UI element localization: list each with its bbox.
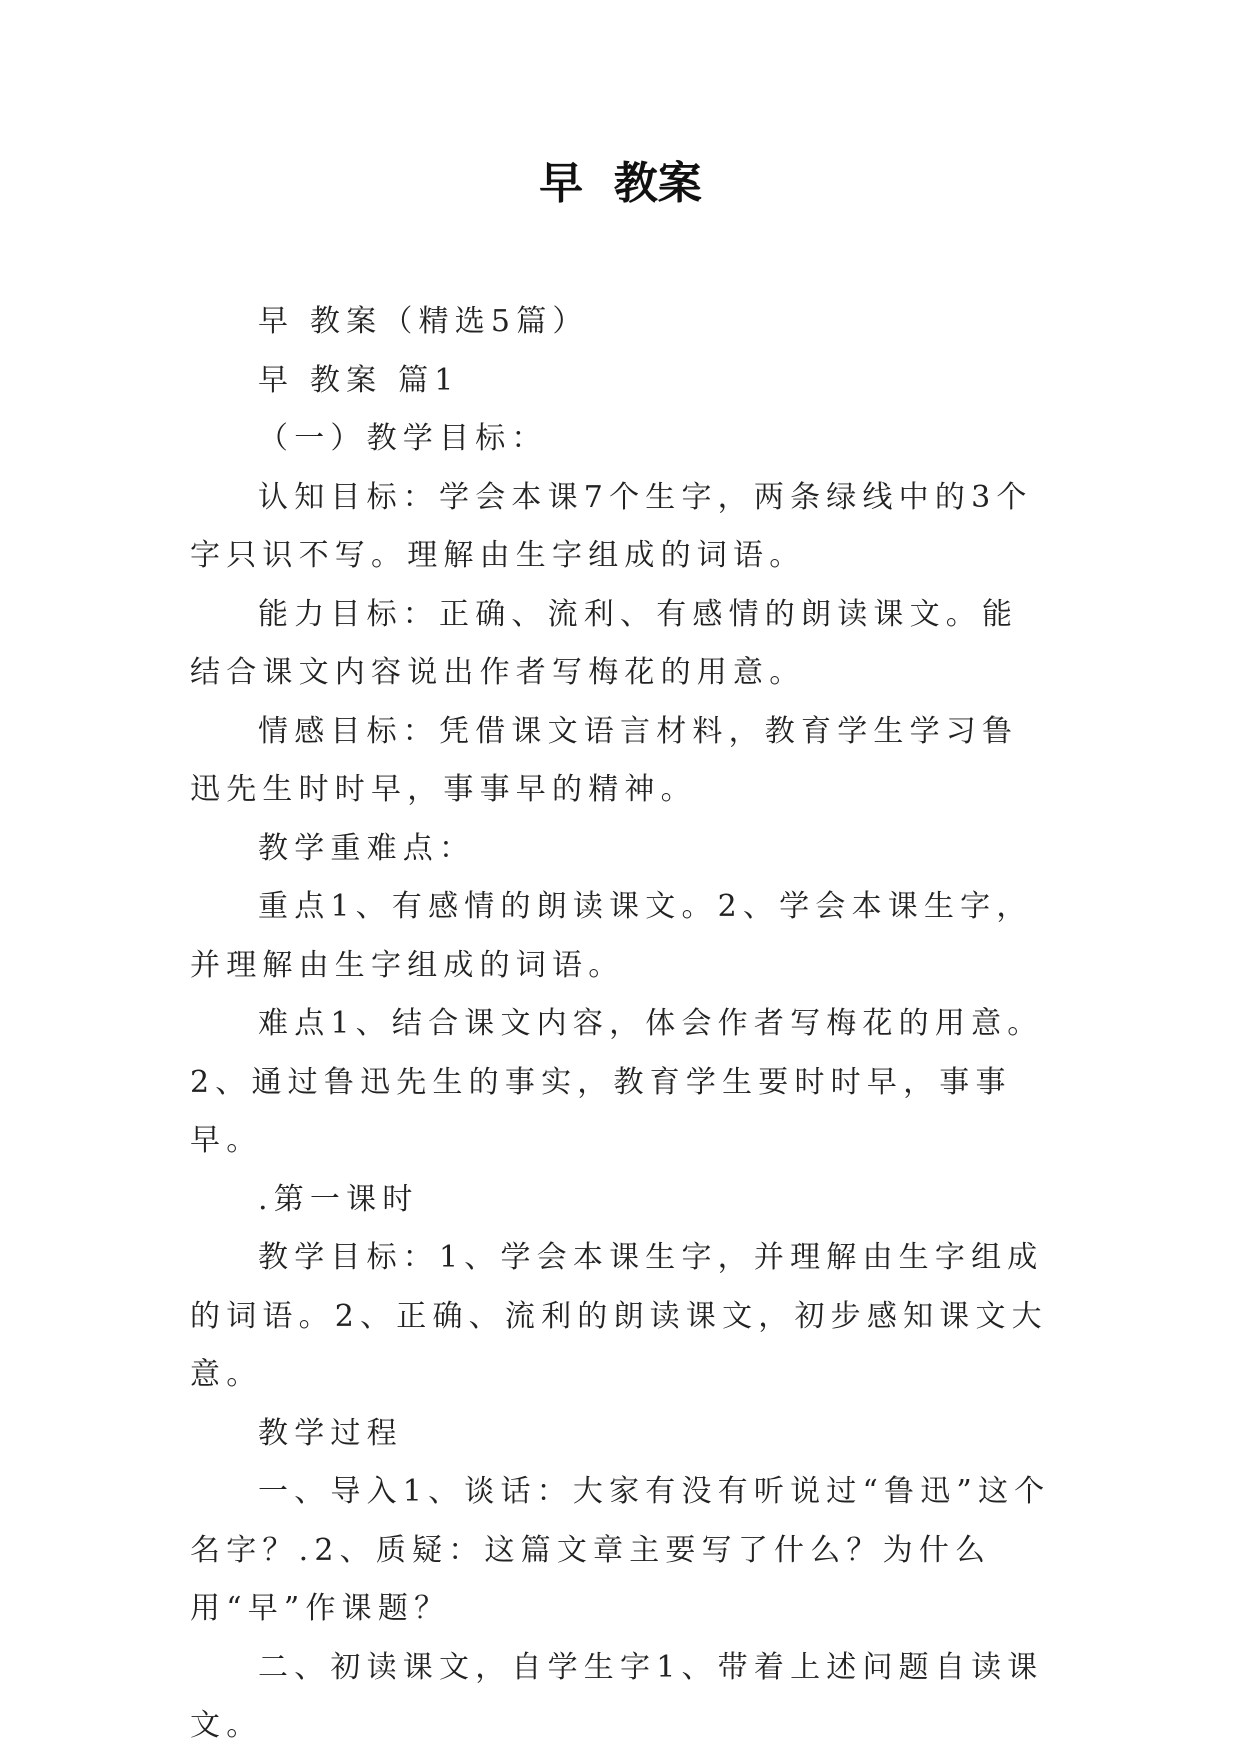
paragraph-difficult-points: 难点1、结合课文内容，体会作者写梅花的用意。2、通过鲁迅先生的事实，教育学生要时时早，事事早。 [190, 1006, 1044, 1158]
paragraph-first-lesson: .第一课时 [258, 1181, 419, 1217]
paragraph-emotional-objective: 情感目标：凭借课文语言材料，教育学生学习鲁迅先生时时早，事事早的精神。 [190, 713, 1019, 807]
paragraph-article-heading: 早 教案 篇1 [258, 362, 460, 398]
paragraph-key-points-heading: 教学重难点： [258, 830, 476, 866]
paragraph-key-points: 重点1、有感情的朗读课文。2、学会本课生字，并理解由生字组成的词语。 [190, 889, 1033, 983]
paragraph-collection-title: 早 教案（精选5篇） [258, 304, 589, 339]
document-body [190, 293, 1052, 1756]
paragraph-process-heading: 教学过程 [258, 1415, 403, 1451]
paragraph-step-two: 二、初读课文，自学生字1、带着上述问题自读课文。 [190, 1649, 1044, 1743]
paragraph-lesson-objectives: 教学目标：1、学会本课生字，并理解由生字组成的词语。2、正确、流利的朗读课文，初步感知课文大意。 [190, 1240, 1048, 1392]
paragraph-ability-objective: 能力目标：正确、流利、有感情的朗读课文。能结合课文内容说出作者写梅花的用意。 [190, 596, 1019, 690]
paragraph-objectives-heading: （一）教学目标： [258, 421, 548, 456]
paragraph-step-one: 一、导入1、谈话：大家有没有听说过“鲁迅”这个名字？.2、质疑：这篇文章主要写了什么？为什么用“早”作课题？ [190, 1474, 1051, 1626]
document-title: 早 教案 [539, 158, 702, 209]
paragraph-cognitive-objective: 认知目标：学会本课7个生字，两条绿线中的3个字只识不写。理解由生字组成的词语。 [190, 479, 1033, 573]
